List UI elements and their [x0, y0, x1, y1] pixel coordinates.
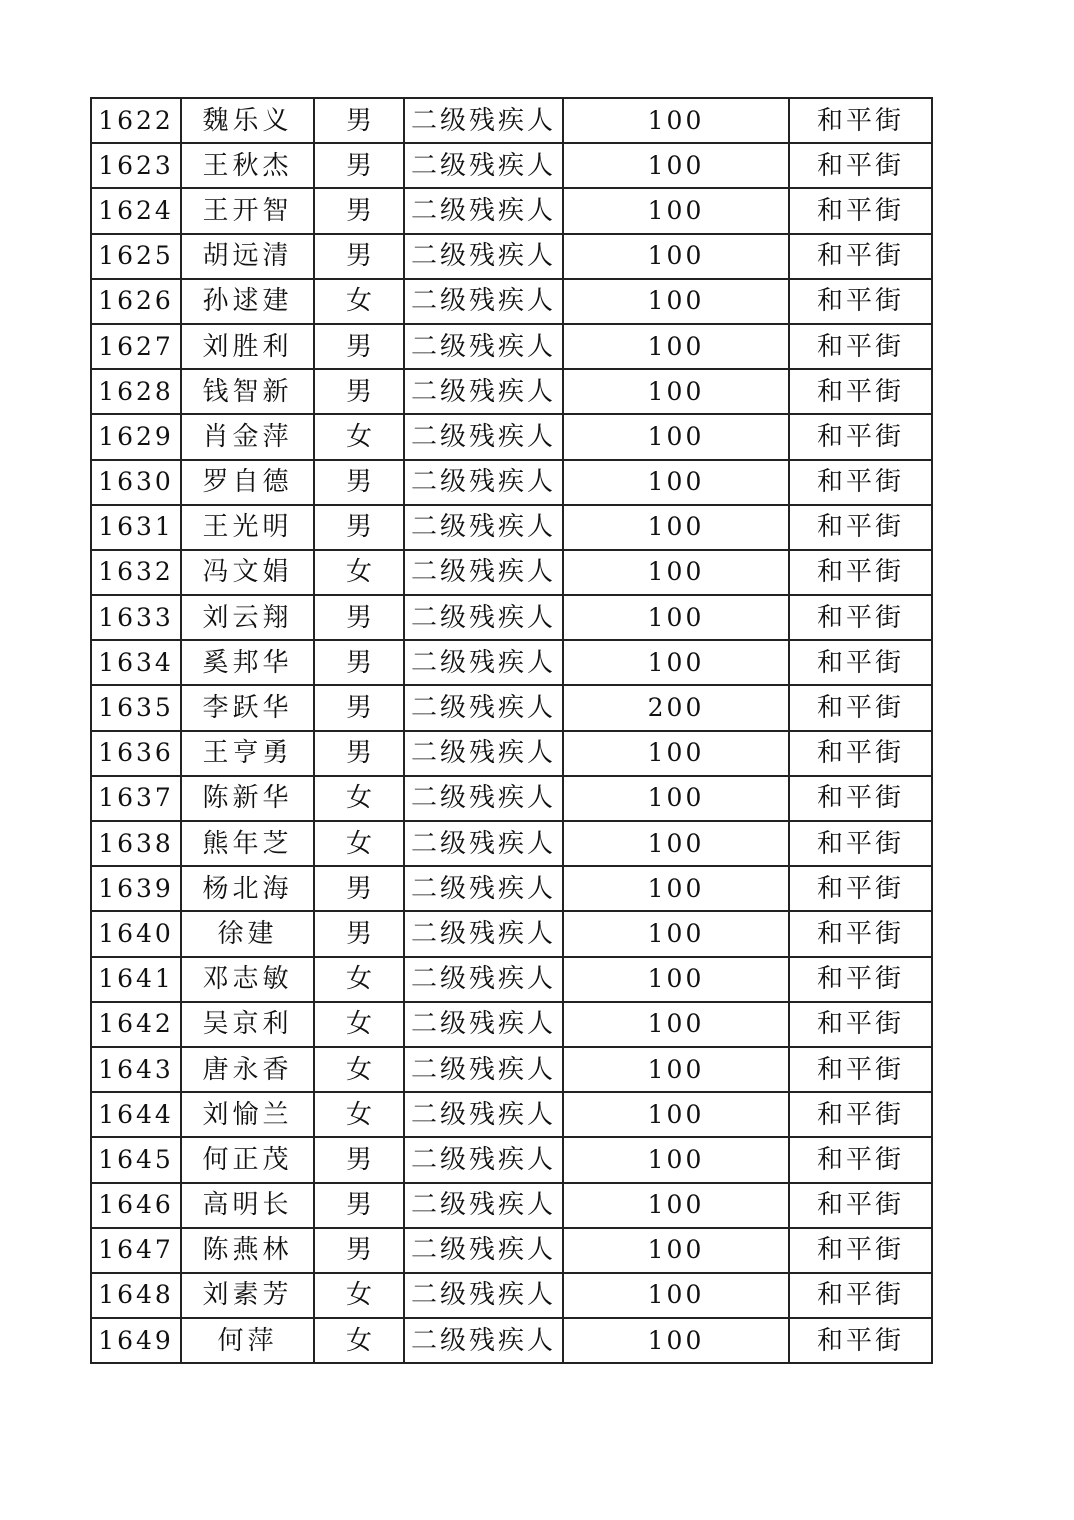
cell-gender: 女 [314, 1047, 404, 1092]
cell-gender: 男 [314, 1137, 404, 1182]
cell-gender: 男 [314, 595, 404, 640]
cell-gender: 男 [314, 640, 404, 685]
cell-gender: 男 [314, 234, 404, 279]
cell-gender: 男 [314, 1228, 404, 1273]
cell-gender: 女 [314, 414, 404, 459]
table-row [91, 595, 932, 640]
cell-id: 1640 [91, 911, 181, 956]
cell-amount: 100 [563, 911, 789, 956]
cell-name: 何正茂 [181, 1137, 314, 1182]
cell-name: 陈燕林 [181, 1228, 314, 1273]
cell-gender: 男 [314, 731, 404, 776]
cell-amount: 100 [563, 1047, 789, 1092]
cell-amount: 100 [563, 731, 789, 776]
cell-disability-level: 二级残疾人 [404, 414, 563, 459]
cell-street: 和平街 [789, 460, 932, 505]
cell-disability-level: 二级残疾人 [404, 1092, 563, 1137]
cell-name: 李跃华 [181, 685, 314, 730]
cell-id: 1647 [91, 1228, 181, 1273]
cell-disability-level: 二级残疾人 [404, 98, 563, 143]
cell-name: 王开智 [181, 188, 314, 233]
table-row [91, 911, 932, 956]
cell-disability-level: 二级残疾人 [404, 821, 563, 866]
table-row [91, 1137, 932, 1182]
cell-id: 1633 [91, 595, 181, 640]
table-row [91, 234, 932, 279]
cell-street: 和平街 [789, 685, 932, 730]
cell-disability-level: 二级残疾人 [404, 866, 563, 911]
cell-disability-level: 二级残疾人 [404, 731, 563, 776]
cell-name: 王光明 [181, 505, 314, 550]
cell-disability-level: 二级残疾人 [404, 595, 563, 640]
cell-amount: 100 [563, 460, 789, 505]
cell-disability-level: 二级残疾人 [404, 1002, 563, 1047]
cell-id: 1638 [91, 821, 181, 866]
table-row [91, 1228, 932, 1273]
cell-street: 和平街 [789, 866, 932, 911]
cell-street: 和平街 [789, 1047, 932, 1092]
cell-street: 和平街 [789, 369, 932, 414]
cell-gender: 男 [314, 505, 404, 550]
table-row [91, 143, 932, 188]
cell-gender: 男 [314, 685, 404, 730]
cell-street: 和平街 [789, 1137, 932, 1182]
cell-id: 1645 [91, 1137, 181, 1182]
cell-name: 何萍 [181, 1318, 314, 1363]
table-row [91, 550, 932, 595]
cell-name: 冯文娟 [181, 550, 314, 595]
cell-gender: 女 [314, 1092, 404, 1137]
cell-gender: 女 [314, 1002, 404, 1047]
cell-gender: 女 [314, 776, 404, 821]
cell-name: 王秋杰 [181, 143, 314, 188]
cell-gender: 女 [314, 279, 404, 324]
cell-amount: 100 [563, 369, 789, 414]
cell-disability-level: 二级残疾人 [404, 911, 563, 956]
cell-gender: 男 [314, 143, 404, 188]
cell-street: 和平街 [789, 414, 932, 459]
cell-street: 和平街 [789, 505, 932, 550]
table-row [91, 460, 932, 505]
table-row [91, 731, 932, 776]
cell-gender: 男 [314, 460, 404, 505]
cell-name: 高明长 [181, 1183, 314, 1228]
cell-disability-level: 二级残疾人 [404, 1318, 563, 1363]
cell-id: 1626 [91, 279, 181, 324]
cell-street: 和平街 [789, 1092, 932, 1137]
cell-name: 刘愉兰 [181, 1092, 314, 1137]
cell-name: 钱智新 [181, 369, 314, 414]
cell-amount: 100 [563, 1273, 789, 1318]
cell-amount: 100 [563, 1137, 789, 1182]
cell-amount: 100 [563, 1002, 789, 1047]
cell-id: 1642 [91, 1002, 181, 1047]
cell-gender: 男 [314, 324, 404, 369]
table-row [91, 640, 932, 685]
cell-id: 1648 [91, 1273, 181, 1318]
cell-name: 邓志敏 [181, 957, 314, 1002]
cell-street: 和平街 [789, 1318, 932, 1363]
cell-gender: 女 [314, 957, 404, 1002]
cell-street: 和平街 [789, 911, 932, 956]
cell-gender: 女 [314, 550, 404, 595]
cell-name: 徐建 [181, 911, 314, 956]
cell-id: 1634 [91, 640, 181, 685]
cell-amount: 100 [563, 1183, 789, 1228]
cell-amount: 100 [563, 1092, 789, 1137]
cell-street: 和平街 [789, 188, 932, 233]
cell-id: 1628 [91, 369, 181, 414]
cell-gender: 女 [314, 1318, 404, 1363]
table-row [91, 866, 932, 911]
cell-amount: 200 [563, 685, 789, 730]
table-row [91, 279, 932, 324]
cell-id: 1649 [91, 1318, 181, 1363]
table-row [91, 685, 932, 730]
cell-id: 1641 [91, 957, 181, 1002]
cell-disability-level: 二级残疾人 [404, 279, 563, 324]
cell-id: 1646 [91, 1183, 181, 1228]
table-row [91, 776, 932, 821]
table-row [91, 821, 932, 866]
table-row [91, 1318, 932, 1363]
cell-name: 刘胜利 [181, 324, 314, 369]
table-row [91, 1183, 932, 1228]
roster-table-body [91, 98, 932, 1363]
cell-id: 1639 [91, 866, 181, 911]
cell-amount: 100 [563, 414, 789, 459]
roster-table [90, 97, 933, 1364]
cell-name: 熊年芝 [181, 821, 314, 866]
cell-id: 1636 [91, 731, 181, 776]
cell-id: 1624 [91, 188, 181, 233]
cell-disability-level: 二级残疾人 [404, 957, 563, 1002]
cell-street: 和平街 [789, 1002, 932, 1047]
cell-disability-level: 二级残疾人 [404, 776, 563, 821]
cell-disability-level: 二级残疾人 [404, 1137, 563, 1182]
cell-disability-level: 二级残疾人 [404, 143, 563, 188]
cell-disability-level: 二级残疾人 [404, 324, 563, 369]
table-row [91, 414, 932, 459]
cell-disability-level: 二级残疾人 [404, 234, 563, 279]
cell-disability-level: 二级残疾人 [404, 505, 563, 550]
cell-street: 和平街 [789, 821, 932, 866]
cell-name: 杨北海 [181, 866, 314, 911]
table-row [91, 1047, 932, 1092]
cell-id: 1627 [91, 324, 181, 369]
cell-name: 刘云翔 [181, 595, 314, 640]
cell-amount: 100 [563, 234, 789, 279]
cell-disability-level: 二级残疾人 [404, 1273, 563, 1318]
cell-street: 和平街 [789, 957, 932, 1002]
cell-id: 1643 [91, 1047, 181, 1092]
cell-id: 1644 [91, 1092, 181, 1137]
cell-name: 罗自德 [181, 460, 314, 505]
cell-amount: 100 [563, 505, 789, 550]
cell-name: 王亨勇 [181, 731, 314, 776]
cell-street: 和平街 [789, 550, 932, 595]
cell-amount: 100 [563, 595, 789, 640]
cell-street: 和平街 [789, 776, 932, 821]
cell-id: 1622 [91, 98, 181, 143]
cell-id: 1631 [91, 505, 181, 550]
cell-id: 1632 [91, 550, 181, 595]
cell-gender: 男 [314, 369, 404, 414]
cell-street: 和平街 [789, 731, 932, 776]
cell-street: 和平街 [789, 640, 932, 685]
cell-amount: 100 [563, 1318, 789, 1363]
cell-gender: 女 [314, 1273, 404, 1318]
cell-street: 和平街 [789, 1228, 932, 1273]
cell-street: 和平街 [789, 324, 932, 369]
cell-gender: 男 [314, 866, 404, 911]
cell-disability-level: 二级残疾人 [404, 685, 563, 730]
cell-amount: 100 [563, 640, 789, 685]
cell-name: 奚邦华 [181, 640, 314, 685]
cell-amount: 100 [563, 821, 789, 866]
table-row [91, 1092, 932, 1137]
cell-amount: 100 [563, 98, 789, 143]
table-row [91, 1002, 932, 1047]
cell-disability-level: 二级残疾人 [404, 550, 563, 595]
cell-amount: 100 [563, 550, 789, 595]
table-row [91, 369, 932, 414]
cell-street: 和平街 [789, 234, 932, 279]
cell-amount: 100 [563, 776, 789, 821]
cell-id: 1635 [91, 685, 181, 730]
cell-disability-level: 二级残疾人 [404, 1183, 563, 1228]
cell-street: 和平街 [789, 1273, 932, 1318]
cell-name: 魏乐义 [181, 98, 314, 143]
cell-gender: 女 [314, 821, 404, 866]
cell-disability-level: 二级残疾人 [404, 640, 563, 685]
cell-street: 和平街 [789, 279, 932, 324]
cell-name: 胡远清 [181, 234, 314, 279]
cell-gender: 男 [314, 188, 404, 233]
cell-street: 和平街 [789, 98, 932, 143]
cell-id: 1625 [91, 234, 181, 279]
cell-amount: 100 [563, 957, 789, 1002]
cell-street: 和平街 [789, 1183, 932, 1228]
table-row [91, 98, 932, 143]
cell-amount: 100 [563, 279, 789, 324]
cell-name: 唐永香 [181, 1047, 314, 1092]
cell-name: 陈新华 [181, 776, 314, 821]
cell-disability-level: 二级残疾人 [404, 369, 563, 414]
cell-disability-level: 二级残疾人 [404, 188, 563, 233]
cell-id: 1623 [91, 143, 181, 188]
cell-street: 和平街 [789, 143, 932, 188]
table-row [91, 1273, 932, 1318]
cell-id: 1629 [91, 414, 181, 459]
cell-amount: 100 [563, 188, 789, 233]
cell-amount: 100 [563, 1228, 789, 1273]
table-row [91, 324, 932, 369]
cell-gender: 男 [314, 1183, 404, 1228]
cell-amount: 100 [563, 866, 789, 911]
table-row [91, 957, 932, 1002]
cell-gender: 男 [314, 911, 404, 956]
cell-disability-level: 二级残疾人 [404, 460, 563, 505]
cell-id: 1637 [91, 776, 181, 821]
cell-gender: 男 [314, 98, 404, 143]
cell-amount: 100 [563, 324, 789, 369]
cell-disability-level: 二级残疾人 [404, 1047, 563, 1092]
cell-id: 1630 [91, 460, 181, 505]
table-row [91, 188, 932, 233]
cell-amount: 100 [563, 143, 789, 188]
cell-name: 刘素芳 [181, 1273, 314, 1318]
cell-name: 吴京利 [181, 1002, 314, 1047]
table-row [91, 505, 932, 550]
cell-disability-level: 二级残疾人 [404, 1228, 563, 1273]
cell-street: 和平街 [789, 595, 932, 640]
cell-name: 孙逑建 [181, 279, 314, 324]
cell-name: 肖金萍 [181, 414, 314, 459]
